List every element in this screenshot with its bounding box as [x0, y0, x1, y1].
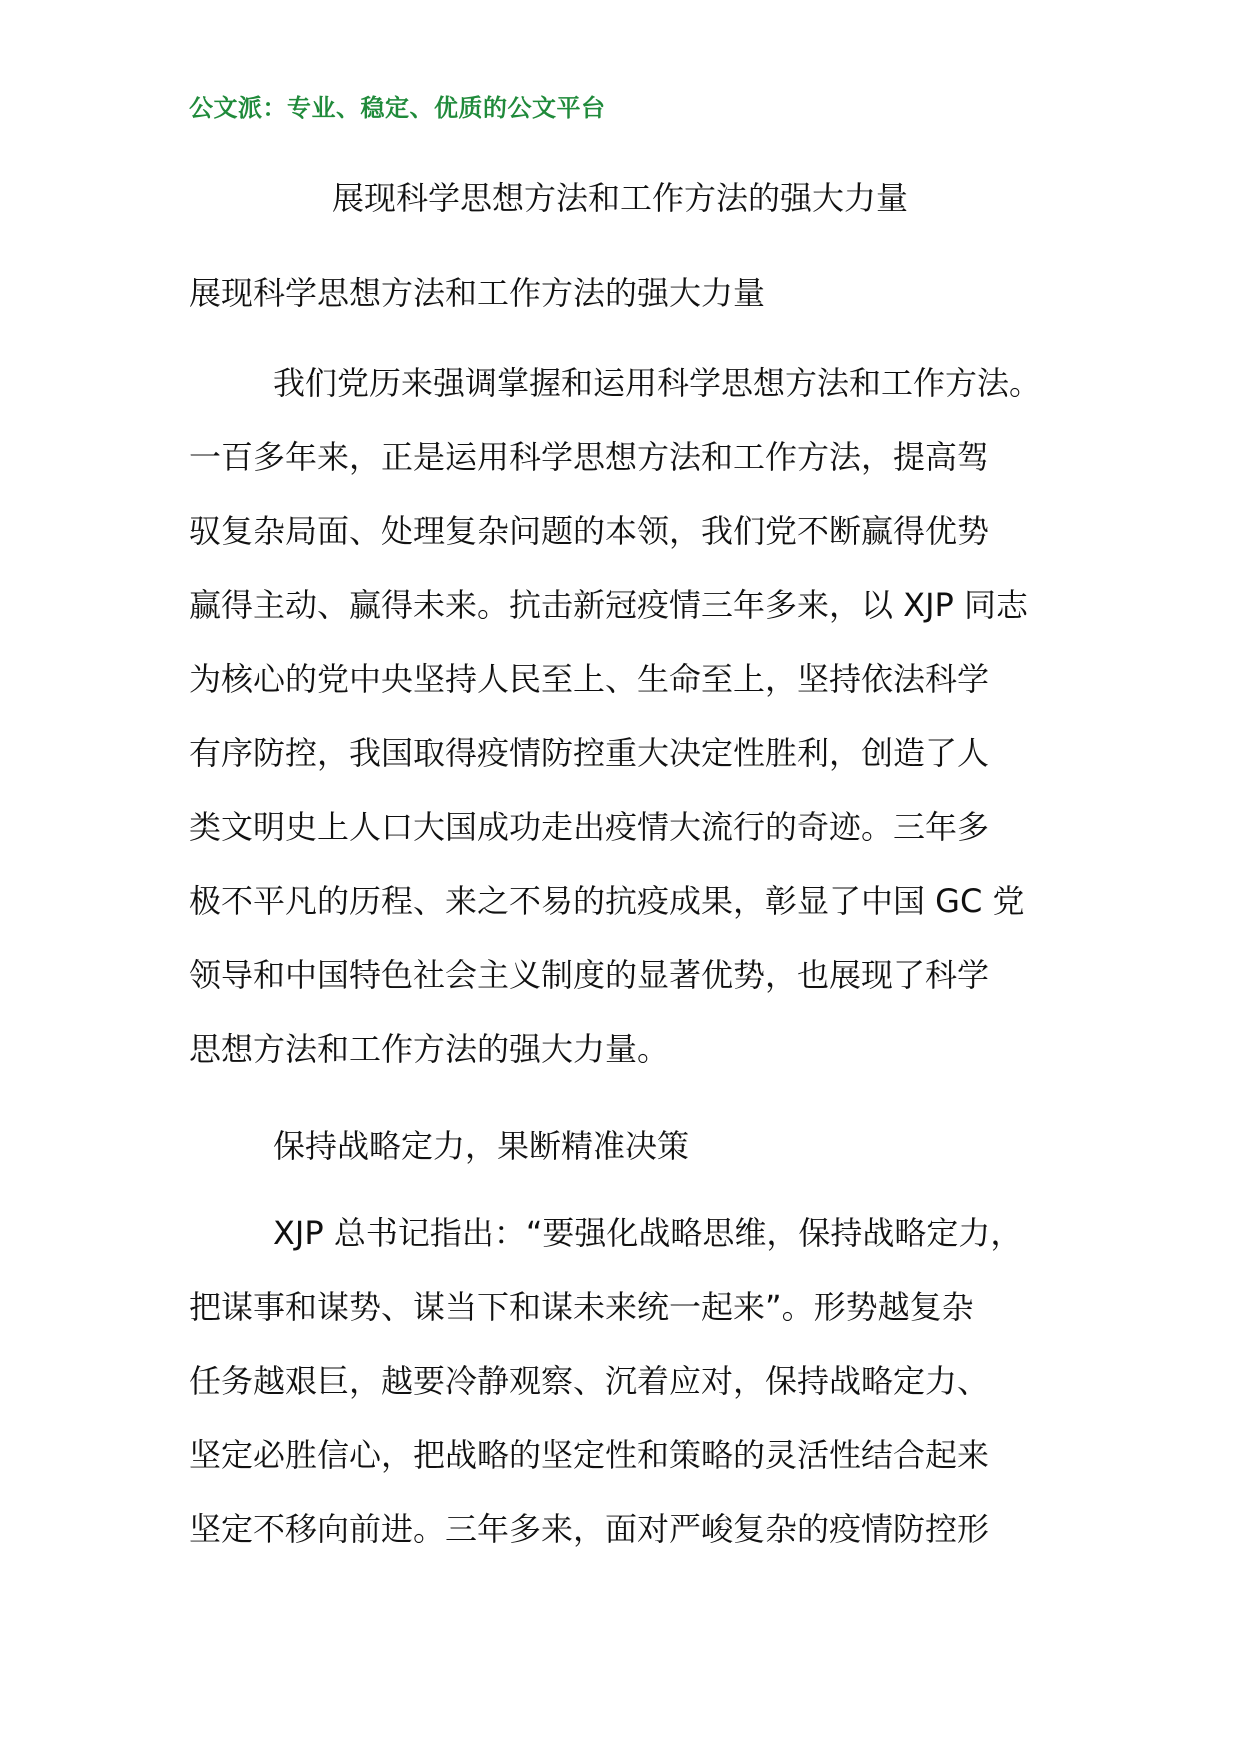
paragraph-line: 把谋事和谋势、谋当下和谋未来统一起来”。形势越复杂	[189, 1288, 974, 1326]
paragraph-line: 类文明史上人口大国成功走出疫情大流行的奇迹。三年多	[189, 808, 990, 846]
header-banner: 公文派：专业、稳定、优质的公文平台	[189, 94, 606, 122]
paragraph-line: 极不平凡的历程、来之不易的抗疫成果，彰显了中国 GC 党	[189, 882, 1025, 920]
document-subtitle: 展现科学思想方法和工作方法的强大力量	[189, 274, 766, 312]
paragraph-line: 赢得主动、赢得未来。抗击新冠疫情三年多来，以 XJP 同志	[189, 586, 1029, 624]
paragraph-line: 坚定必胜信心，把战略的坚定性和策略的灵活性结合起来	[189, 1436, 990, 1474]
paragraph-line: 任务越艰巨，越要冷静观察、沉着应对，保持战略定力、	[189, 1362, 990, 1400]
paragraph-line: 驭复杂局面、处理复杂问题的本领，我们党不断赢得优势	[189, 512, 990, 550]
section-heading: 保持战略定力，果断精准决策	[273, 1127, 690, 1165]
body-paragraph-2	[189, 1196, 1022, 1566]
paragraph-line: 我们党历来强调掌握和运用科学思想方法和工作方法。	[273, 364, 1042, 402]
paragraph-line: XJP 总书记指出：“要强化战略思维，保持战略定力，	[273, 1214, 1023, 1252]
paragraph-line: 坚定不移向前进。三年多来，面对严峻复杂的疫情防控形	[189, 1510, 990, 1548]
document-title: 展现科学思想方法和工作方法的强大力量	[331, 179, 908, 217]
paragraph-line: 一百多年来，正是运用科学思想方法和工作方法，提高驾	[189, 438, 990, 476]
paragraph-line: 有序防控，我国取得疫情防控重大决定性胜利，创造了人	[189, 734, 990, 772]
paragraph-line: 领导和中国特色社会主义制度的显著优势，也展现了科学	[189, 956, 990, 994]
paragraph-line: 为核心的党中央坚持人民至上、生命至上，坚持依法科学	[189, 660, 990, 698]
body-paragraph-1	[189, 346, 1041, 1086]
paragraph-line: 思想方法和工作方法的强大力量。	[189, 1030, 670, 1068]
